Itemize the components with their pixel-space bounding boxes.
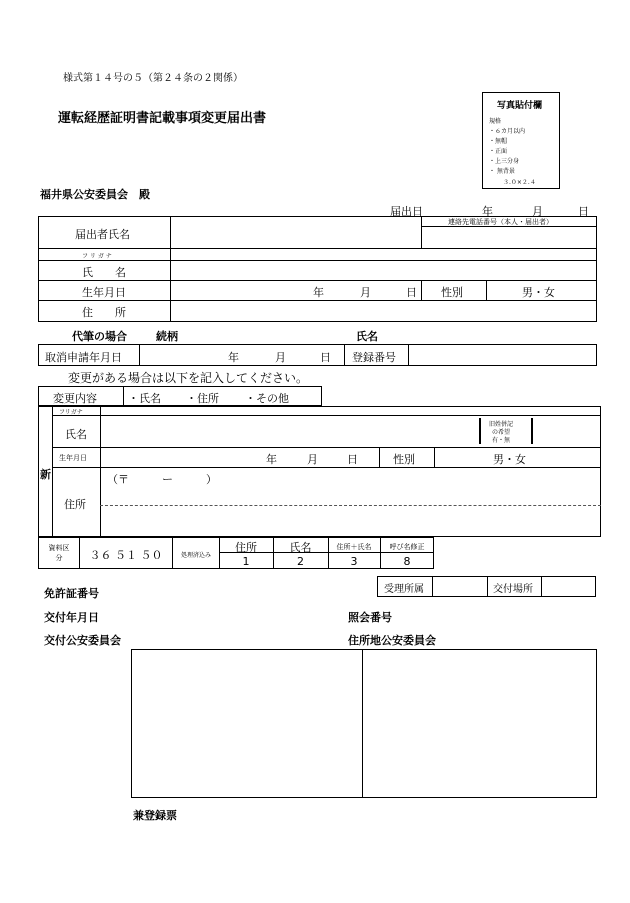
new-birth-year: 年: [266, 453, 277, 466]
issuing-commission-stamp-box[interactable]: [132, 650, 361, 797]
issuing-commission-label: 交付公安委員会: [44, 634, 121, 647]
submission-day: 日: [578, 205, 589, 218]
registration-number-field[interactable]: [410, 346, 595, 364]
address-commission-stamp-box[interactable]: [364, 650, 596, 797]
maiden-line3: 有・無: [492, 437, 511, 444]
maiden-line1: 旧姓併記: [489, 421, 514, 428]
proxy-relation-label: 続柄: [156, 330, 178, 343]
instruction-text: 変更がある場合は以下を記入してください。: [68, 371, 309, 385]
cancel-year: 年: [228, 351, 239, 364]
registration-number-label: 登録番号: [352, 351, 396, 364]
contact-phone-label: 連絡先電話番号（本人・届出者）: [448, 218, 553, 226]
new-gender-label: 性別: [393, 453, 415, 466]
data-col-label: 住所＋氏名: [336, 543, 372, 551]
reception-field[interactable]: [434, 578, 485, 595]
name-field[interactable]: [172, 261, 595, 279]
photo-spec: ・無帽: [489, 138, 508, 145]
data-class-code: ３６ ５１ ５０: [89, 549, 163, 562]
data-col-label: 住所: [235, 541, 257, 554]
submission-month: 月: [532, 205, 543, 218]
new-gender-options[interactable]: 男・女: [493, 453, 526, 466]
new-address-field[interactable]: [102, 486, 599, 534]
photo-spec: ・ 無背景: [489, 168, 515, 175]
issue-place-field[interactable]: [543, 578, 594, 595]
change-option-address[interactable]: ・住所: [186, 392, 219, 405]
processing-label: 処理済込み: [180, 552, 211, 559]
birth-month-unit: 月: [360, 286, 371, 299]
change-option-other[interactable]: ・その他: [245, 392, 289, 405]
photo-spec: ・６カ月以内: [489, 128, 526, 135]
data-col-label: 氏名: [289, 541, 312, 554]
proxy-label: 代筆の場合: [72, 330, 127, 343]
postal-code[interactable]: （〒 ー ）: [107, 473, 217, 486]
submission-year: 年: [482, 205, 493, 218]
maiden-name-bracket[interactable]: [479, 418, 533, 444]
issue-date-label: 交付年月日: [44, 611, 99, 624]
new-side-label: 新: [40, 468, 51, 481]
new-furigana-label: フリガナ: [59, 409, 83, 416]
photo-box: [482, 92, 560, 189]
photo-spec: ・正面: [489, 148, 508, 155]
applicant-name-label: 届出者氏名: [75, 228, 130, 241]
photo-heading: 写真貼付欄: [497, 101, 543, 111]
birth-year-unit: 年: [313, 286, 324, 299]
furigana-label: フ リ ガ ナ: [82, 253, 112, 260]
issue-place-label: 交付場所: [493, 584, 533, 595]
photo-spec: ・上三分身: [489, 158, 520, 165]
new-name-label: 氏名: [65, 428, 87, 441]
photo-size: ３.０×２.４: [503, 179, 536, 186]
change-option-name[interactable]: ・氏名: [128, 392, 161, 405]
address-field[interactable]: [172, 301, 595, 320]
name-label: 氏 名: [82, 266, 126, 279]
change-content-label: 変更内容: [53, 392, 97, 405]
data-class-label-2: 分: [55, 554, 63, 562]
new-address-label: 住所: [64, 498, 86, 511]
new-name-field[interactable]: [102, 417, 472, 445]
address-commission-label: 住所地公安委員会: [348, 634, 436, 647]
gender-label: 性別: [441, 286, 463, 299]
contact-phone-field[interactable]: [423, 228, 595, 246]
birth-day-unit: 日: [406, 286, 417, 299]
gender-options[interactable]: 男・女: [522, 286, 555, 299]
dual-registration-label: 兼登録票: [133, 809, 177, 822]
cancel-day: 日: [320, 351, 331, 364]
data-class-label-1: 資料区: [48, 544, 70, 552]
reception-label: 受理所属: [384, 584, 424, 595]
new-birth-label: 生年月日: [59, 454, 87, 462]
cancel-date-label: 取消申請年月日: [45, 351, 122, 364]
data-col-num[interactable]: 2: [297, 555, 304, 568]
data-col-label: 呼び名修正: [389, 543, 425, 551]
proxy-name-label: 氏名: [356, 330, 378, 343]
photo-spec-label: 規格: [489, 118, 502, 125]
submission-date-label: 届出日: [390, 205, 423, 218]
birth-label: 生年月日: [82, 286, 126, 299]
data-col-num[interactable]: 1: [242, 555, 250, 568]
form-number: 様式第１４号の５（第２４条の２関係）: [63, 73, 243, 84]
maiden-line2: の希望: [492, 429, 511, 436]
address-label: 住 所: [82, 306, 126, 319]
addressee: 福井県公安委員会 殿: [40, 188, 150, 201]
cancel-month: 月: [275, 351, 286, 364]
inquiry-number-label: 照会番号: [348, 611, 392, 624]
new-birth-day: 日: [347, 453, 358, 466]
furigana-field[interactable]: [172, 249, 595, 259]
data-col-num[interactable]: 8: [403, 555, 411, 568]
license-number-label: 免許証番号: [44, 587, 99, 600]
data-col-num[interactable]: 3: [350, 555, 358, 568]
applicant-name-field[interactable]: [172, 218, 419, 246]
page-title: 運転経歴証明書記載事項変更届出書: [58, 111, 267, 126]
new-birth-month: 月: [307, 453, 318, 466]
